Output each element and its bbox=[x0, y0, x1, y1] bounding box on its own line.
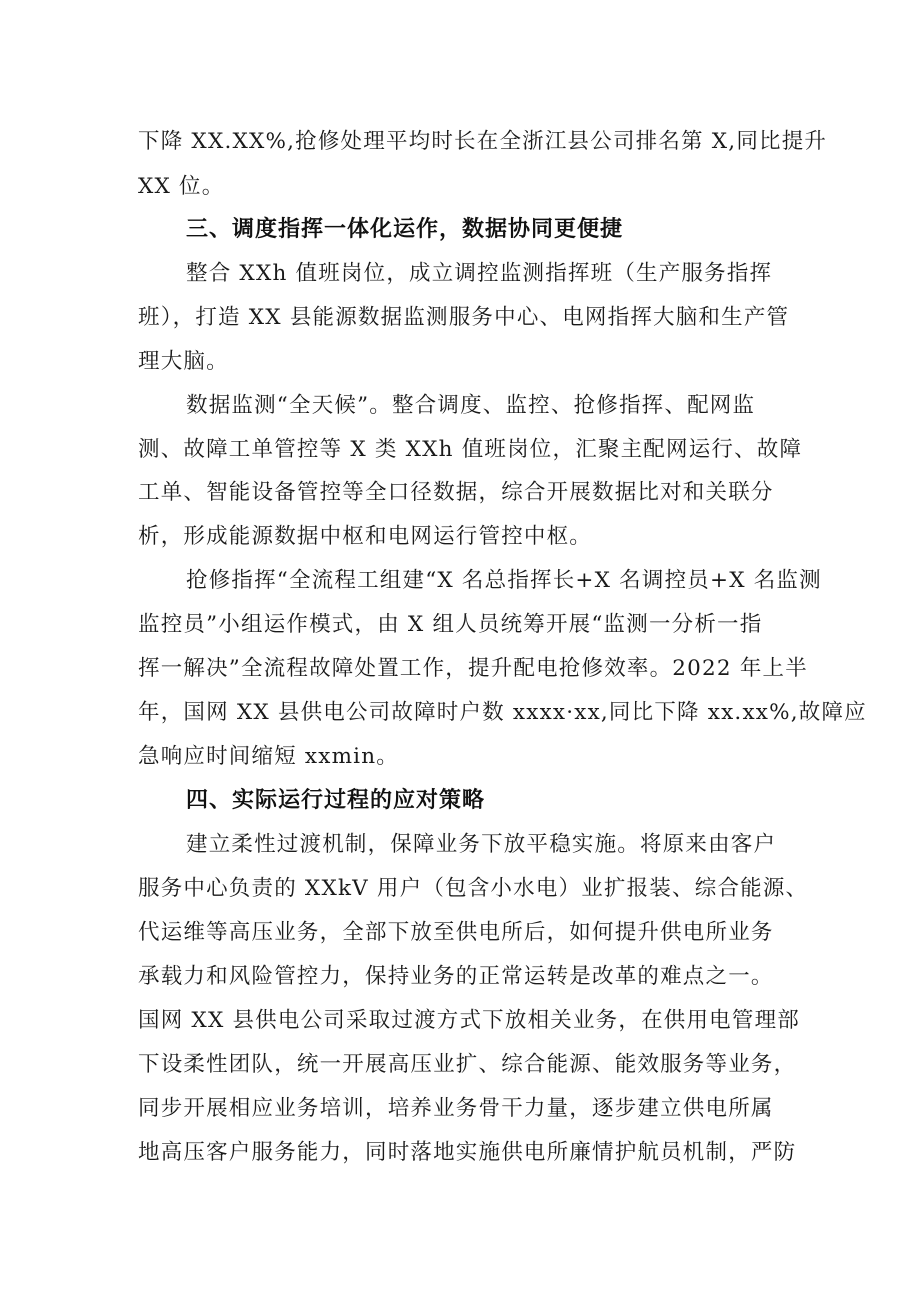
body-text-line: XX 位。 bbox=[138, 174, 225, 199]
body-text-line: 理大脑。 bbox=[138, 349, 229, 374]
body-text-line: 班），打造 XX 县能源数据监测服务中心、电网指挥大脑和生产管 bbox=[138, 305, 790, 330]
body-text-line: 整合 XXh 值班岗位，成立调控监测指挥班（生产服务指挥 bbox=[186, 261, 773, 286]
body-text-line: 测、故障工单管控等 X 类 XXh 值班岗位，汇聚主配网运行、故障 bbox=[138, 437, 803, 462]
body-text-line: 建立柔性过渡机制，保障业务下放平稳实施。将原来由客户 bbox=[186, 832, 777, 857]
body-text-line: 急响应时间缩短 xxmin。 bbox=[138, 744, 399, 769]
body-text-line: 服务中心负责的 XXkV 用户（包含小水电）业扩报装、综合能源、 bbox=[138, 876, 809, 901]
body-text-line: 数据监测“全天候”。整合调度、监控、抢修指挥、配网监 bbox=[186, 393, 756, 418]
section-heading-4: 四、实际运行过程的应对策略 bbox=[186, 788, 486, 813]
body-text-line: 工单、智能设备管控等全口径数据，综合开展数据比对和关联分 bbox=[138, 480, 774, 505]
body-text-line: 地高压客户服务能力，同时落地实施供电所廉情护航员机制，严防 bbox=[138, 1140, 797, 1165]
body-text-line: 析，形成能源数据中枢和电网运行管控中枢。 bbox=[138, 524, 593, 549]
body-text-line: 国网 XX 县供电公司采取过渡方式下放相关业务，在供用电管理部 bbox=[138, 1008, 800, 1033]
body-text-line: 监控员”小组运作模式，由 X 组人员统筹开展“监测一分析一指 bbox=[138, 612, 763, 637]
body-text-line: 同步开展相应业务培训，培养业务骨干力量，逐步建立供电所属 bbox=[138, 1096, 774, 1121]
body-text-line: 抢修指挥“全流程工组建“X 名总指挥长+X 名调控员+X 名监测 bbox=[186, 568, 822, 593]
body-text-line: 年，国网 XX 县供电公司故障时户数 xxxx·xx,同比下降 xx.xx%,故障应 bbox=[138, 700, 867, 725]
body-text-line: 挥一解决”全流程故障处置工作，提升配电抢修效率。2022 年上半 bbox=[138, 656, 808, 681]
body-text-line: 下设柔性团队，统一开展高压业扩、综合能源、能效服务等业务， bbox=[138, 1052, 797, 1077]
body-text-line: 下降 XX.XX%,抢修处理平均时长在全浙江县公司排名第 X,同比提升 bbox=[138, 129, 828, 154]
body-text-line: 承载力和风险管控力，保持业务的正常运转是改革的难点之一。 bbox=[138, 964, 774, 989]
body-text-line: 代运维等高压业务，全部下放至供电所后，如何提升供电所业务 bbox=[138, 920, 774, 945]
section-heading-3: 三、调度指挥一体化运作，数据协同更便捷 bbox=[186, 217, 624, 242]
